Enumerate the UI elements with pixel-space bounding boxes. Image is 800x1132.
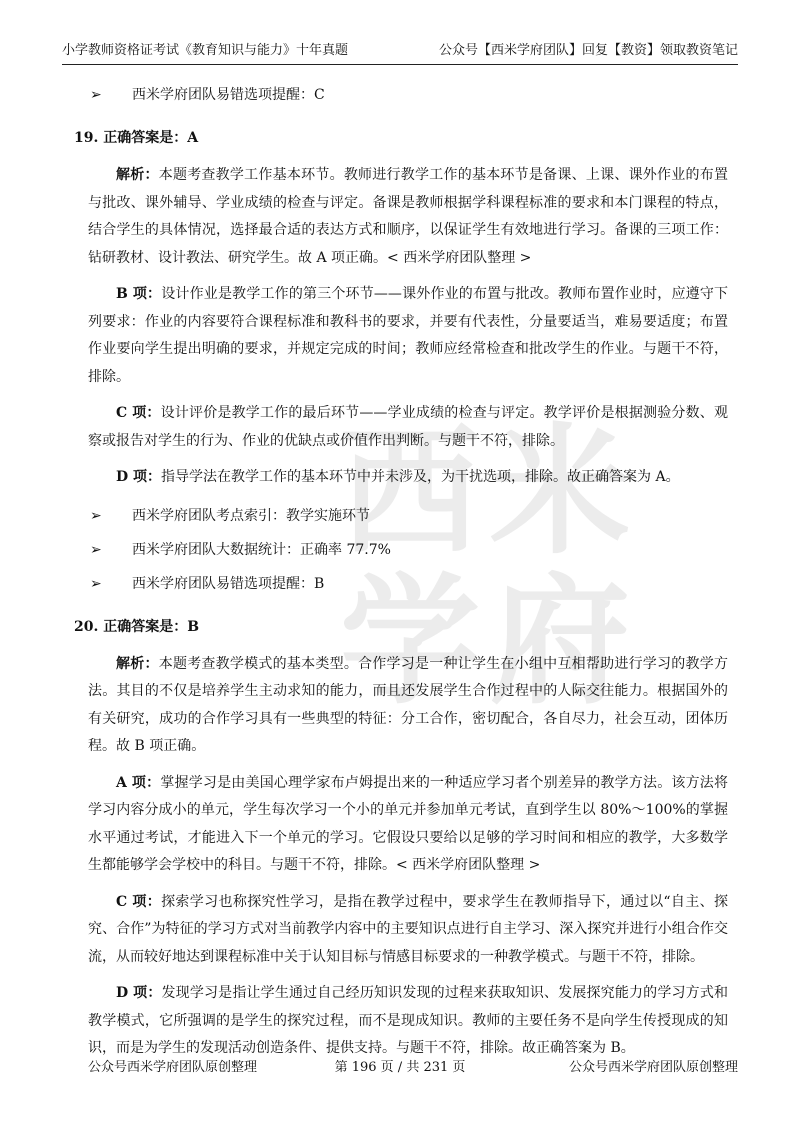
footer-left: 公众号西米学府团队原创整理 bbox=[88, 1060, 258, 1075]
arrow-bullet-icon: ➢ bbox=[90, 541, 102, 558]
bullet-text: 西米学府团队易错选项提醒：C bbox=[132, 87, 325, 103]
bullet-item bbox=[88, 501, 728, 531]
footer-right: 公众号西米学府团队原创整理 bbox=[568, 1060, 738, 1075]
bullet-item bbox=[88, 80, 728, 110]
watermark-char: 西 bbox=[340, 411, 481, 574]
option-label: D 项： bbox=[116, 469, 162, 485]
q20-analysis bbox=[88, 651, 728, 761]
option-text: 掌握学习是由美国心理学家布卢姆提出来的一种适应学习者个别差异的教学方法。该方法将学习内容分成小的单元，学生每次学习一个小的单元并参加单元考试，直到学生以 80%～100%的掌握水平通过考试，才能进入下一个单元的学习。它假设只要给以足够的学习时间和相应的教学，大多数学生都能够学会学校中的科目。与题干不符，排除。< 西米学府团队整理 > bbox=[88, 774, 728, 873]
question-19-title: 19. 正确答案是：A bbox=[74, 130, 199, 146]
header-promo: 公众号【西米学府团队】回复【教资】领取教资笔记 bbox=[438, 43, 738, 58]
page-content bbox=[74, 80, 729, 1072]
bullet-item bbox=[88, 569, 728, 599]
q19-option-d bbox=[88, 464, 728, 492]
q19-option-b bbox=[88, 281, 728, 391]
bullet-text: 西米学府团队易错选项提醒：B bbox=[132, 575, 325, 592]
header-title: 小学教师资格证考试《教育知识与能力》十年真题 bbox=[62, 43, 349, 58]
option-label: C 项： bbox=[116, 893, 162, 910]
analysis-label: 解析： bbox=[116, 167, 159, 183]
watermark-char: 学 bbox=[340, 561, 481, 724]
bullet-text: 西米学府团队大数据统计：正确率 77.7% bbox=[132, 541, 391, 558]
q20-option-a bbox=[88, 770, 728, 880]
watermark-char: 米 bbox=[490, 411, 631, 574]
option-label: B 项： bbox=[116, 286, 162, 302]
option-text: 设计评价是教学工作的最后环节——学业成绩的检查与评定。教学评价是根据测验分数、观察或报告对学生的行为、作业的优缺点或价值作出判断。与题干不符，排除。 bbox=[88, 405, 728, 449]
option-text: 发现学习是指让学生通过自己经历知识发现的过程来获取知识、发展探究能力的学习方式和教学模式，它所强调的是学生的探究过程，而不是现成知识。教师的主要任务不是向学生传授现成的知识，而是为学生的发现活动创造条件、提供支持。与题干不符，排除。故正确答案为 B。 bbox=[88, 985, 728, 1056]
option-text: 设计作业是教学工作的第三个环节——课外作业的布置与批改。教师布置作业时，应遵守下列要求：作业的内容要符合课程标准和教科书的要求，并要有代表性，分量要适当，难易要适度；布置作业要向学生提出明确的要求，并规定完成的时间；教师应经常检查和批改学生的作业。与题干不符，排除。 bbox=[88, 286, 728, 385]
arrow-bullet-icon: ➢ bbox=[90, 87, 102, 103]
page-header bbox=[62, 38, 738, 65]
watermark-char: 府 bbox=[490, 561, 631, 724]
page-number: 第 196 页 / 共 231 页 bbox=[334, 1060, 466, 1075]
analysis-text: 本题考查教学模式的基本类型。合作学习是一种让学生在小组中互相帮助进行学习的教学方法。其目的不仅是培养学生主动求知的能力，而且还发展学生合作过程中的人际交往能力。根据国外的有关研究，成功的合作学习具有一些典型的特征：分工合作，密切配合，各自尽力，社会互动，团体历程。故 B 项正确。 bbox=[88, 655, 729, 754]
option-label: A 项： bbox=[116, 774, 161, 791]
analysis-label: 解析： bbox=[116, 655, 159, 672]
bullet-text: 西米学府团队考点索引：教学实施环节 bbox=[132, 507, 370, 524]
arrow-bullet-icon: ➢ bbox=[90, 507, 102, 524]
q20-option-c bbox=[88, 889, 728, 972]
q20-option-d bbox=[88, 980, 728, 1063]
option-text: 探索学习也称探究性学习，是指在教学过程中，要求学生在教师指导下，通过以“自主、探究、合作”为特征的学习方式对当前教学内容中的主要知识点进行自主学习、深入探究并进行小组合作交流，从而较好地达到课程标准中关于认知目标与情感目标要求的一种教学模式。与题干不符，排除。 bbox=[88, 893, 728, 965]
option-label: C 项： bbox=[116, 405, 161, 421]
analysis-text: 本题考查教学工作基本环节。教师进行教学工作的基本环节是备课、上课、课外作业的布置与批改、课外辅导、学业成绩的检查与评定。备课是教师根据学科课程标准的要求和本门课程的特点，结合学生的具体情况，选择最合适的表达方式和顺序，以保证学生有效地进行学习。备课的三项工作：钻研教材、设计教法、研究学生。故 A 项正确。< 西米学府团队整理 > bbox=[88, 167, 729, 266]
arrow-bullet-icon: ➢ bbox=[90, 575, 102, 592]
option-text: 指导学法在教学工作的基本环节中并未涉及，为干扰选项，排除。故正确答案为 A。 bbox=[161, 469, 680, 485]
page-footer bbox=[62, 1056, 738, 1080]
bullet-item bbox=[88, 535, 728, 565]
question-20-title: 20. 正确答案是：B bbox=[74, 618, 200, 635]
q19-analysis bbox=[88, 162, 728, 272]
option-label: D 项： bbox=[116, 985, 162, 1001]
q19-option-c bbox=[88, 400, 728, 455]
